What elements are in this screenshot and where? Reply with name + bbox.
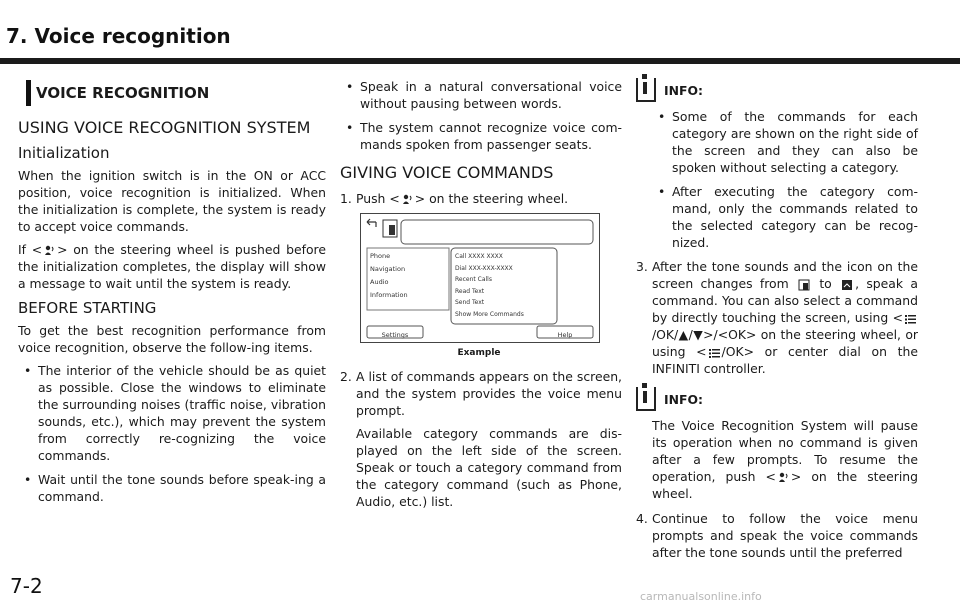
init-paragraph: When the ignition switch is in the ON or ACC position, voice recognition is initialized. When the initialization is complete, the system is ready to accept voice commands. xyxy=(18,168,326,234)
info-label: INFO: xyxy=(664,391,703,407)
info-block-header xyxy=(636,387,918,411)
voice-idle-icon xyxy=(798,279,810,291)
info-label: INFO: xyxy=(664,82,703,98)
bullet-item: • The interior of the vehicle should be as quiet as possible. Close the windows to eliminate the surrounding noises (traffic noise, vibration sounds, etc.), which may prevent the system from correctly re-cognizing the voice commands. xyxy=(18,362,326,464)
step-1 xyxy=(340,190,622,207)
info2-text-a: The Voice Recognition System will pause its operation when no command is given after a few prompts. To resume the operation, push < xyxy=(652,418,918,484)
column-2 xyxy=(340,78,622,518)
info-bullet: • Some of the commands for each category are shown on the right side of the screen and they can also be spoken without selecting a category. xyxy=(652,108,918,176)
back-icon xyxy=(367,219,376,227)
info-bullet: • After executing the category com-mand, only the commands related to the selected category can be recog-nized. xyxy=(652,183,918,251)
step-4 xyxy=(636,510,918,561)
step3-text-c: /OK/ xyxy=(652,327,679,342)
voice-listening-icon xyxy=(841,279,853,291)
command-item[interactable]: Dial XXX-XXX-XXXX xyxy=(455,264,513,272)
info-icon xyxy=(636,78,656,102)
step-2 xyxy=(340,368,622,419)
up-arrow-icon: ▲ xyxy=(678,327,689,342)
info-icon xyxy=(636,387,656,411)
category-item[interactable]: Information xyxy=(370,291,408,299)
step-3 xyxy=(636,258,918,377)
talk-icon xyxy=(778,472,789,483)
init-paragraph-2 xyxy=(18,241,326,292)
step-number: 1. xyxy=(340,191,352,206)
step1-text-start: Push < xyxy=(356,191,400,206)
help-button-label[interactable]: Help xyxy=(557,331,573,339)
step-number: 4. xyxy=(636,511,648,526)
header-rule xyxy=(0,58,960,64)
menu-list-icon xyxy=(709,348,720,358)
talk-icon xyxy=(402,194,413,205)
chapter-title: 7. Voice recognition xyxy=(6,24,231,48)
figure-commands xyxy=(455,251,524,320)
heading-using-system: USING VOICE RECOGNITION SYSTEM xyxy=(18,118,311,137)
bullet-item: • Speak in a natural conversational voice without pausing between words. xyxy=(340,78,622,112)
figure-caption: Example xyxy=(457,348,501,358)
bullet-item: • Wait until the tone sounds before speak-ing a command. xyxy=(18,471,326,505)
bullet-item: • The system cannot recognize voice com-mands spoken from passenger seats. xyxy=(340,119,622,153)
page-number: 7-2 xyxy=(10,574,43,598)
step3-text-d: / xyxy=(688,327,693,342)
step3-text-a: After the tone sounds and the icon on the screen changes from xyxy=(652,259,918,291)
step2-text: A list of commands appears on the screen, and the system provides the voice menu prompt. xyxy=(356,369,622,418)
command-item[interactable]: Send Text xyxy=(455,299,485,306)
step3-text-e: >/<OK> on the steering wheel, or using < xyxy=(652,327,919,359)
info2-text-b: > on the steering wheel. xyxy=(652,469,919,501)
init-p2-start: If < xyxy=(18,242,43,257)
talk-icon xyxy=(44,245,55,256)
step4-text: Continue to follow the voice menu prompts and speak the voice commands after the tone sounds until the preferred xyxy=(652,511,918,560)
heading-initialization: Initialization xyxy=(18,144,110,162)
step-number: 3. xyxy=(636,259,648,274)
step3-text-b: , speak a command. You can also select a command by directly touching the screen, using < xyxy=(652,276,918,325)
column-1 xyxy=(18,78,326,512)
step3-to: to xyxy=(819,276,832,291)
command-item[interactable]: Read Text xyxy=(455,287,485,295)
category-item[interactable]: Navigation xyxy=(370,265,406,273)
command-item[interactable]: Recent Calls xyxy=(455,276,492,283)
info-block-header xyxy=(636,78,918,102)
watermark: carmanualsonline.info xyxy=(640,590,762,603)
down-arrow-icon: ▼ xyxy=(692,327,704,342)
step3-text-f: /OK> or center dial on the INFINITI controller. xyxy=(652,344,918,376)
example-screen-figure xyxy=(360,213,600,343)
figure-categories xyxy=(370,250,408,302)
info2-paragraph xyxy=(636,417,918,502)
menu-list-icon xyxy=(905,314,916,324)
settings-button-label[interactable]: Settings xyxy=(381,331,409,339)
command-item[interactable]: Show More Commands xyxy=(455,310,524,318)
step-number: 2. xyxy=(340,369,352,384)
column-3 xyxy=(636,78,918,567)
step1-text-end: > on the steering wheel. xyxy=(414,191,569,206)
before-paragraph: To get the best recognition performance from voice recognition, observe the follow-ing items. xyxy=(18,323,326,355)
section-title: VOICE RECOGNITION xyxy=(18,80,326,106)
heading-before-starting: BEFORE STARTING xyxy=(18,299,157,317)
init-p2-end: > on the steering wheel is pushed before the initialization completes, the display will show a message to wait until the system is ready. xyxy=(18,242,326,291)
heading-giving-commands: GIVING VOICE COMMANDS xyxy=(340,163,554,182)
command-item[interactable]: Call XXXX XXXX xyxy=(455,253,503,260)
category-item[interactable]: Phone xyxy=(370,252,391,260)
category-item[interactable]: Audio xyxy=(370,278,389,286)
step2-subparagraph: Available category commands are dis-played on the left side of the screen. Speak or touch a category command from the category command (such as Phone, Audio, etc.) list. xyxy=(356,426,622,509)
